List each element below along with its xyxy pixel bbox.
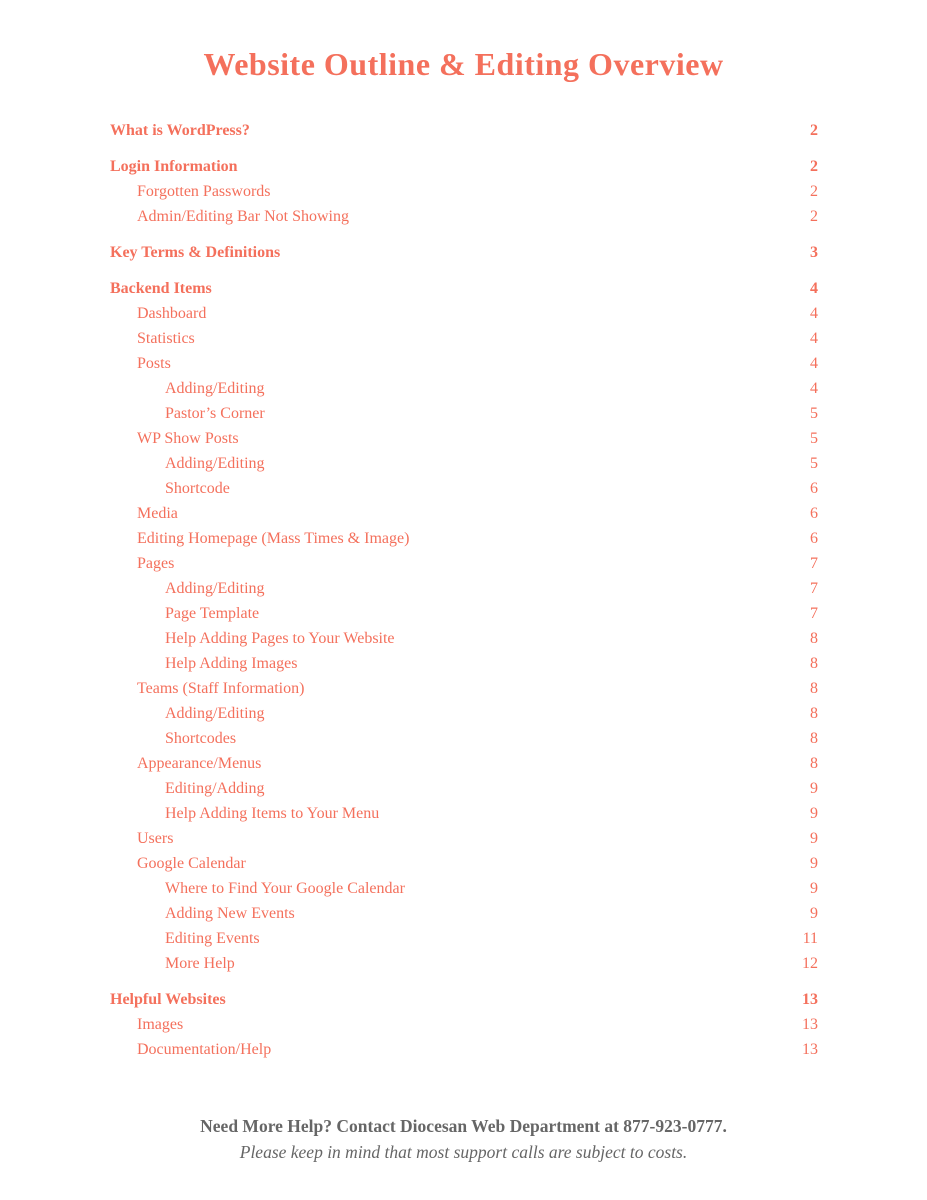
toc-entry-page-number: 13 [802,1016,818,1033]
footer-disclaimer: Please keep in mind that most support calls are subject to costs. [239,1142,688,1162]
toc-entry-label: Editing Homepage (Mass Times & Image) [137,530,410,547]
toc-entry[interactable] [110,801,818,826]
toc-entry-page-number: 5 [810,405,818,422]
toc-entry-label: Helpful Websites [110,991,226,1008]
page-footer [0,1113,927,1165]
toc-entry-page-number: 4 [810,280,818,297]
toc-entry-page-number: 5 [810,430,818,447]
toc-entry-label: Pastor’s Corner [165,405,265,422]
toc-entry-page-number: 11 [802,930,818,947]
toc-entry[interactable] [110,851,818,876]
toc-entry[interactable] [110,701,818,726]
toc-entry-page-number: 8 [810,680,818,697]
toc-entry[interactable] [110,751,818,776]
toc-entry-page-number: 4 [810,305,818,322]
toc-entry-label: Where to Find Your Google Calendar [165,880,405,897]
toc-entry-label: Login Information [110,158,238,175]
toc-entry-page-number: 2 [810,122,818,139]
toc-entry[interactable] [110,526,818,551]
toc-entry-page-number: 4 [810,355,818,372]
toc-entry-page-number: 9 [810,905,818,922]
toc-entry[interactable] [110,901,818,926]
toc-entry-page-number: 7 [810,580,818,597]
toc-entry-page-number: 3 [810,244,818,261]
toc-entry-label: Documentation/Help [137,1041,272,1058]
toc-entry[interactable] [110,551,818,576]
toc-entry-page-number: 13 [802,991,818,1008]
toc-entry-label: Adding/Editing [165,380,265,397]
toc-entry[interactable] [110,651,818,676]
toc-entry[interactable] [110,326,818,351]
toc-entry-page-number: 2 [810,158,818,175]
toc-entry-page-number: 6 [810,480,818,497]
toc-entry-page-number: 9 [810,780,818,797]
toc-entry-label: Statistics [137,330,195,347]
toc-entry[interactable] [110,726,818,751]
toc-entry[interactable] [110,204,818,229]
toc-entry[interactable] [110,476,818,501]
toc-entry-page-number: 2 [810,208,818,225]
toc-entry-label: Appearance/Menus [137,755,262,772]
toc-entry[interactable] [110,1037,818,1062]
toc-entry[interactable] [110,179,818,204]
toc-entry-label: Admin/Editing Bar Not Showing [137,208,349,225]
toc-entry-page-number: 4 [810,330,818,347]
toc-entry-label: Shortcodes [165,730,237,747]
toc-entry-page-number: 8 [810,705,818,722]
toc-entry[interactable] [110,876,818,901]
toc-entry[interactable] [110,926,818,951]
toc-entry[interactable] [110,626,818,651]
toc-entry-label: Editing Events [165,930,260,947]
toc-entry-label: Pages [137,555,175,572]
toc-entry-label: Teams (Staff Information) [137,680,305,697]
toc-entry-page-number: 8 [810,755,818,772]
toc-entry-label: Help Adding Pages to Your Website [165,630,395,647]
toc-entry-page-number: 7 [810,555,818,572]
toc-entry[interactable] [110,451,818,476]
toc-entry-label: Adding New Events [165,905,295,922]
toc-entry-page-number: 7 [810,605,818,622]
toc-entry-label: Help Adding Images [165,655,298,672]
toc-entry-label: Help Adding Items to Your Menu [165,805,380,822]
toc-entry-page-number: 2 [810,183,818,200]
toc-entry[interactable] [110,351,818,376]
toc-entry-page-number: 12 [802,955,818,972]
toc-entry-label: Media [137,505,178,522]
toc-entry-label: Adding/Editing [165,580,265,597]
toc-entry[interactable] [110,426,818,451]
toc-entry[interactable] [110,376,818,401]
toc-entry-label: Images [137,1016,184,1033]
toc-entry-page-number: 9 [810,880,818,897]
toc-entry[interactable] [110,154,818,179]
toc-entry[interactable] [110,826,818,851]
toc-entry-label: Users [137,830,174,847]
toc-entry-page-number: 9 [810,855,818,872]
toc-entry[interactable] [110,601,818,626]
toc-entry-page-number: 5 [810,455,818,472]
toc-entry[interactable] [110,501,818,526]
toc-entry[interactable] [110,1012,818,1037]
toc-entry-page-number: 6 [810,530,818,547]
toc-entry-page-number: 8 [810,630,818,647]
toc-entry-label: WP Show Posts [137,430,239,447]
toc-entry[interactable] [110,951,818,976]
toc-entry[interactable] [110,776,818,801]
toc-entry-label: Key Terms & Definitions [110,244,281,261]
toc-entry-label: Google Calendar [137,855,246,872]
toc-entry[interactable] [110,401,818,426]
toc-entry-page-number: 8 [810,655,818,672]
toc-entry-page-number: 13 [802,1041,818,1058]
toc-entry-label: Adding/Editing [165,705,265,722]
toc-entry-label: Editing/Adding [165,780,265,797]
page-title: Website Outline & Editing Overview [203,46,724,82]
toc-entry-label: Shortcode [165,480,230,497]
toc-entry-label: Forgotten Passwords [137,183,271,200]
toc-entry-label: Dashboard [137,305,207,322]
footer-help-line: Need More Help? Contact Diocesan Web Department at 877-923-0777. [200,1116,727,1136]
toc-entry-page-number: 6 [810,505,818,522]
toc-entry[interactable] [110,240,818,265]
toc-entry[interactable] [110,576,818,601]
toc-entry[interactable] [110,118,818,143]
toc-entry-page-number: 8 [810,730,818,747]
toc-entry-page-number: 9 [810,805,818,822]
toc-entry-label: Adding/Editing [165,455,265,472]
toc-entry-page-number: 9 [810,830,818,847]
toc-entry-label: What is WordPress? [110,122,250,139]
toc-entry[interactable] [110,676,818,701]
toc-entry-label: Posts [137,355,171,372]
toc-entry[interactable] [110,987,818,1012]
toc-list [110,118,818,1062]
toc-entry[interactable] [110,276,818,301]
toc-entry-label: Page Template [165,605,260,622]
toc-entry-label: More Help [165,955,235,972]
toc-entry-label: Backend Items [110,280,212,297]
toc-entry-page-number: 4 [810,380,818,397]
toc-entry[interactable] [110,301,818,326]
